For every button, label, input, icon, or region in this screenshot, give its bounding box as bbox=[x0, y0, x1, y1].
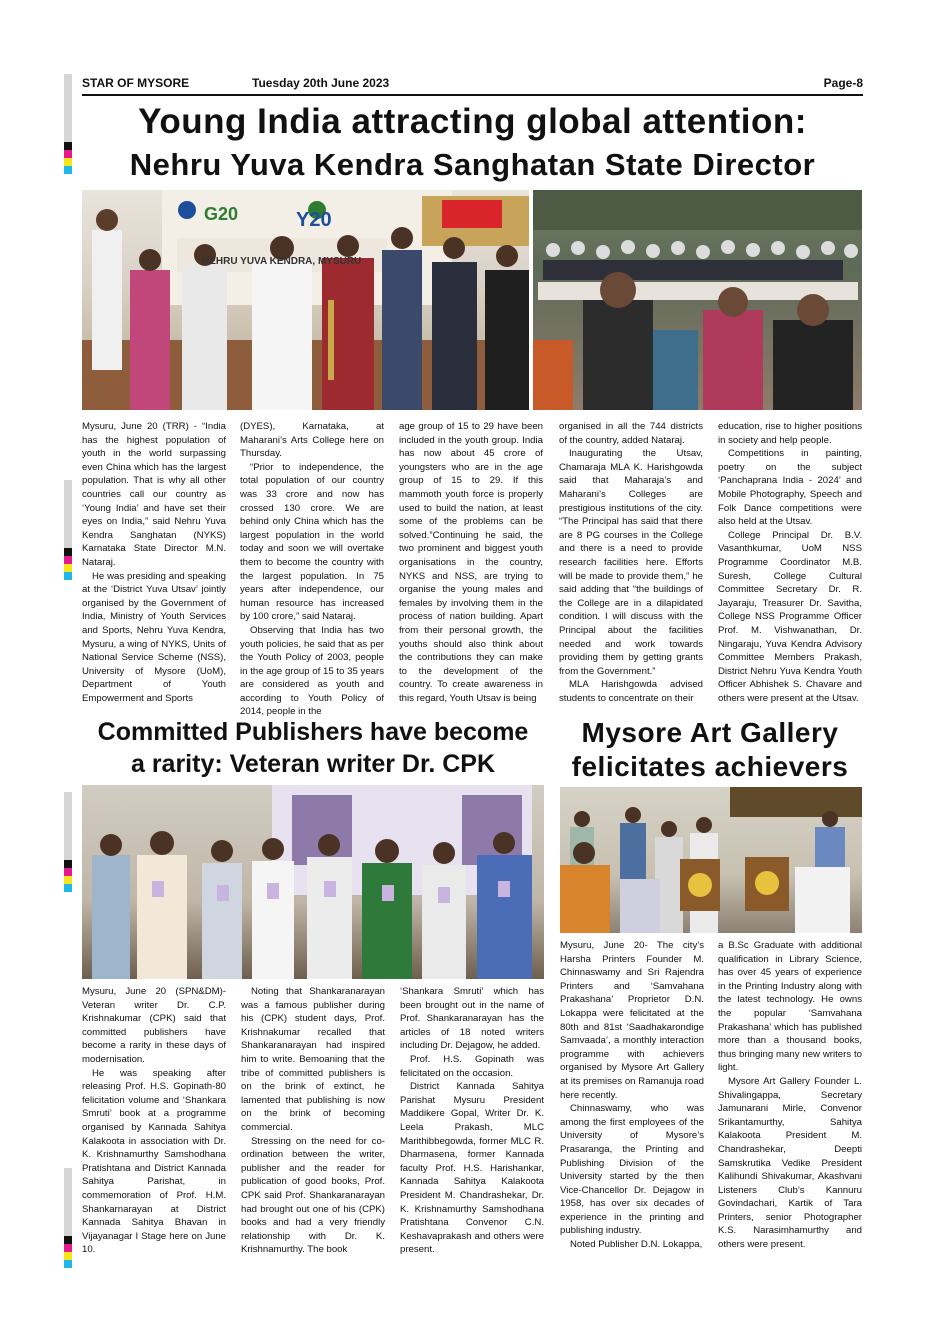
felicitation-scene-illustration bbox=[560, 787, 862, 933]
story2-photo-book-release bbox=[82, 785, 544, 979]
story1-headline-line1: Young India attracting global attention: bbox=[138, 102, 807, 141]
story3-col2-p2: Mysore Art Gallery Founder L. Shivalingappa, Secretary Jamunarani Mirle, Convenor Srikantamurthy, Sahitya Kalakoota President M. Chandrashekar, Deepti Samskrutika Vedike President Kalihundi Shivakumar, Akashvani Listeners Club’s Kannuru Govindachari, Kartik of Tara Printers, senior Photographer K.S. Narasimhamurthy and others were present. bbox=[718, 1075, 862, 1251]
registration-mark-3 bbox=[64, 860, 72, 892]
story3-col2-p1: a B.Sc Graduate with additional qualification in Library Science, has over 45 years of experience in the Printing Industry along with the latest technology. He owns the popular ‘Samvahana Prakashana’ which has published more than a thousand books, thus bringing many new writers to light. bbox=[718, 940, 862, 1074]
side-bar-lower bbox=[64, 792, 72, 860]
story3-col1-p3: Noted Publisher D.N. Lokappa, bbox=[570, 1239, 703, 1251]
story1-col5-p1: education, rise to higher positions in society and help people. bbox=[718, 421, 862, 446]
story2-col2-p2: Stressing on the need for co-ordination between the writer, publisher and the reader for publication of good books, Prof. CPK said Prof. Shankaranarayan had brought out one of his (CPK) books and had a very friendly relationship with Dr. K. Krishnamurthy. The book bbox=[241, 1135, 385, 1256]
story2-column-2 bbox=[241, 985, 385, 1257]
story1-photo-inauguration bbox=[82, 190, 529, 410]
story1-column-4 bbox=[559, 420, 703, 705]
stage-banner-text: NEHRU YUVA KENDRA, MYSURU bbox=[202, 256, 362, 267]
story2-col1-p1: Mysuru, June 20 (SPN&DM)- Veteran writer Dr. C.P. Krishnakumar (CPK) said that committed publishers have become a rarity in these days of modernisation. bbox=[82, 986, 226, 1065]
story1-col2-p2: “Prior to independence, the total population of our country was 33 crore and now has crossed 130 crore. We are behind only China which has the largest population in the world today and soon we will overtake them to become the country with the largest population. In 75 years after independence, our human resource has increased by 100 crore,” said Nataraj. bbox=[240, 461, 384, 623]
publication-name: STAR OF MYSORE bbox=[82, 76, 190, 90]
story2-col2-p1: Noting that Shankaranarayan was a famous publisher during his (CPK) student days, Prof. Krishnakumar recalled that Shankaranarayan had inspired him to write. Bemoaning that the tribe of committed publishers is on the brink of extinct, he lamented that publishing is now on the brink of becoming commercial. bbox=[241, 986, 385, 1133]
story3-col1-p1: Mysuru, June 20- The city’s Harsha Printers Founder M. Chinnaswamy and Sri Rajendra Printers and ‘Samvahana Prakashana’ Proprietor D.N. Lokappa were felicitated at the 80th and 81st ‘Saadhakarondige Samvaada’, a monthly interaction programme with achievers organised by Mysore Art Gallery at its premises on Ramanuja road here recently. bbox=[560, 940, 704, 1101]
side-bar-top bbox=[64, 74, 72, 142]
story1-col4-p3: MLA Harishgowda advised students to concentrate on their bbox=[559, 679, 703, 704]
registration-mark-4 bbox=[64, 1236, 72, 1268]
y20-logo-text: Y20 bbox=[296, 209, 332, 231]
registration-mark-1 bbox=[64, 142, 72, 174]
book-release-scene-illustration bbox=[82, 785, 544, 979]
story1-col4-p2: Inaugurating the Utsav, Chamaraja MLA K. Harishgowda said that Maharaja’s and Maharani’s Colleges are prestigious institutions of the city. “The Principal has said that there are 8 PG courses in the College and there is a need to provide research facilities here. Efforts will be made to provide them,” he said adding that “the buildings of the College are in a dilapidated condition. I will discuss with the Principal about the facilities needed and work towards providing them by getting grants from the Government.” bbox=[559, 448, 703, 677]
story3-headline-line2: felicitates achievers bbox=[571, 751, 849, 782]
side-bar-bottom bbox=[64, 1168, 72, 1236]
masthead-rule bbox=[82, 94, 863, 96]
story1-headline-line2: Nehru Yuva Kendra Sanghatan State Director bbox=[129, 147, 816, 182]
g20-logo-text: G20 bbox=[204, 204, 239, 224]
story1-column-3 bbox=[399, 420, 543, 705]
story1-col2-p1: (DYES), Karnataka, at Maharani’s Arts College here on Thursday. bbox=[240, 421, 384, 460]
story2-col3-p3: District Kannada Sahitya Parishat Mysuru President Maddikere Gopal, Writer Dr. K. Leela Prakash, MLC Marithibbegowda, former MLC R. Dharmasena, former Kannada faculty Prof. H.S. Harishankar, Kannada Sahitya Kalakoota President M. Chandrashekar, Dr. K. Krishnamurthy Samshodhana Pratishtana Convenor C.N. Keshavaprakash and others were present. bbox=[400, 1081, 544, 1256]
story2-headline-line2: a rarity: Veteran writer Dr. CPK bbox=[130, 750, 496, 778]
story1-col5-p2: Competitions in painting, poetry on the subject ‘Panchaprana India - 2024’ and Mobile Photography, Speech and Folk Dance competitions were also held at the Utsav. bbox=[718, 448, 862, 528]
story1-column-5 bbox=[718, 420, 862, 705]
inauguration-scene-illustration bbox=[82, 190, 529, 410]
story1-photo-audience bbox=[533, 190, 862, 410]
side-bar-mid bbox=[64, 480, 72, 548]
story2-column-3 bbox=[400, 985, 544, 1257]
story3-photo-felicitation bbox=[560, 787, 862, 933]
story3-column-2 bbox=[718, 939, 862, 1252]
story1-col2-p3: Observing that India has two youth policies, he said that as per the Youth Policy of 2003, people in the age group of 15 to 35 years are considered as youth and according to Youth Policy of 2014, people in the bbox=[240, 624, 384, 718]
story2-column-1 bbox=[82, 985, 226, 1257]
story2-col3-p1: ‘Shankara Smruti’ which has been brought out in the name of Prof. Shankaranarayan has the articles of 18 noted writers including Dr. Dejagow, he added. bbox=[400, 986, 544, 1052]
masthead bbox=[82, 74, 863, 94]
story1-col4-p1: organised in all the 744 districts of the country, added Nataraj. bbox=[559, 421, 703, 446]
story1-column-1 bbox=[82, 420, 226, 705]
story2-col3-p2: Prof. H.S. Gopinath was felicitated on the occasion. bbox=[400, 1053, 544, 1079]
story3-headline-line1: Mysore Art Gallery bbox=[581, 717, 839, 748]
audience-scene-illustration bbox=[533, 190, 862, 410]
story1-col1-p1: Mysuru, June 20 (TRR) - “India has the highest population of youth in the world surpassing even China which has the largest population. That is why all other countries call our country as ‘Young India’ and have set their eyes on India,” said Nehru Yuva Kendra Sanghatan (NYKS) Karnataka State Director M.N. Nataraj. bbox=[82, 421, 226, 568]
registration-mark-2 bbox=[64, 548, 72, 580]
story2-col1-p2: He was speaking after releasing Prof. H.S. Gopinath-80 felicitation volume and ‘Shankara Smruti’ book at a programme organised by Kannada Sahitya Kalakoota in association with Dr. K. Krishnamurthy Samshodhana Pratishtana and District Kannada Sahitya Parishat, in commemoration of Prof. H.M. Shankarnarayan at District Kannada Sahitya Bhavan in Vijayanagar I Stage here on June 10. bbox=[82, 1067, 226, 1256]
story1-col5-p3: College Principal Dr. B.V. Vasanthkumar, UoM NSS Programme Coordinator M.B. Suresh, College Cultural Committee Secretary Dr. R. Jayaraju, Treasurer Dr. Savitha, College NSS Programme Officer Prof. M. Vishwanathan, Dr. Ningaraju, Yuva Kendra Advisory Committee Members Prakash, District Nehru Yuva Kendra Youth Officer Abhishek S. Chavare and others were present at the Utsav. bbox=[718, 529, 862, 704]
story1-col3-p1: age group of 15 to 29 have been included in the youth group. India has now about 45 crore of youngsters who are in the age group of 15 to 29. If this mammoth youth force is properly used to build the nation, at least some of the problems can be solved.”Continuing he said, the two prominent and biggest youth organisations in the country, NYKS and NSS, are trying to organise the young males and females by involving them in the process of nation building. Apart from their personal growth, the youths should also think about the contributions they can make to the development of the country. To create awareness in this regard, Youth Utsav is being bbox=[399, 421, 543, 704]
story1-col1-p2: He was presiding and speaking at the ‘District Yuva Utsav’ jointly organised by the Government of India, Ministry of Youth Services and Sports, Nehru Yuva Kendra, Mysuru, a wing of NYKS, Units of National Service Scheme (NSS), University of Mysore (UoM), Department of Youth Empowerment and Sports bbox=[82, 570, 226, 704]
story3-col1-p2: Chinnaswamy, who was among the first employees of the University of Mysore’s Prasaranga, the Printing and Publishing Division of the University started by the then Vice-Chancellor Dr. Dejagow in 1958, has over six decades of experience in the printing and publishing industry. bbox=[560, 1103, 704, 1237]
story3-column-1 bbox=[560, 939, 704, 1252]
page-number: Page-8 bbox=[823, 76, 863, 90]
publication-date: Tuesday 20th June 2023 bbox=[252, 76, 390, 90]
story2-headline-line1: Committed Publishers have become bbox=[97, 718, 529, 746]
story1-column-2 bbox=[240, 420, 384, 719]
